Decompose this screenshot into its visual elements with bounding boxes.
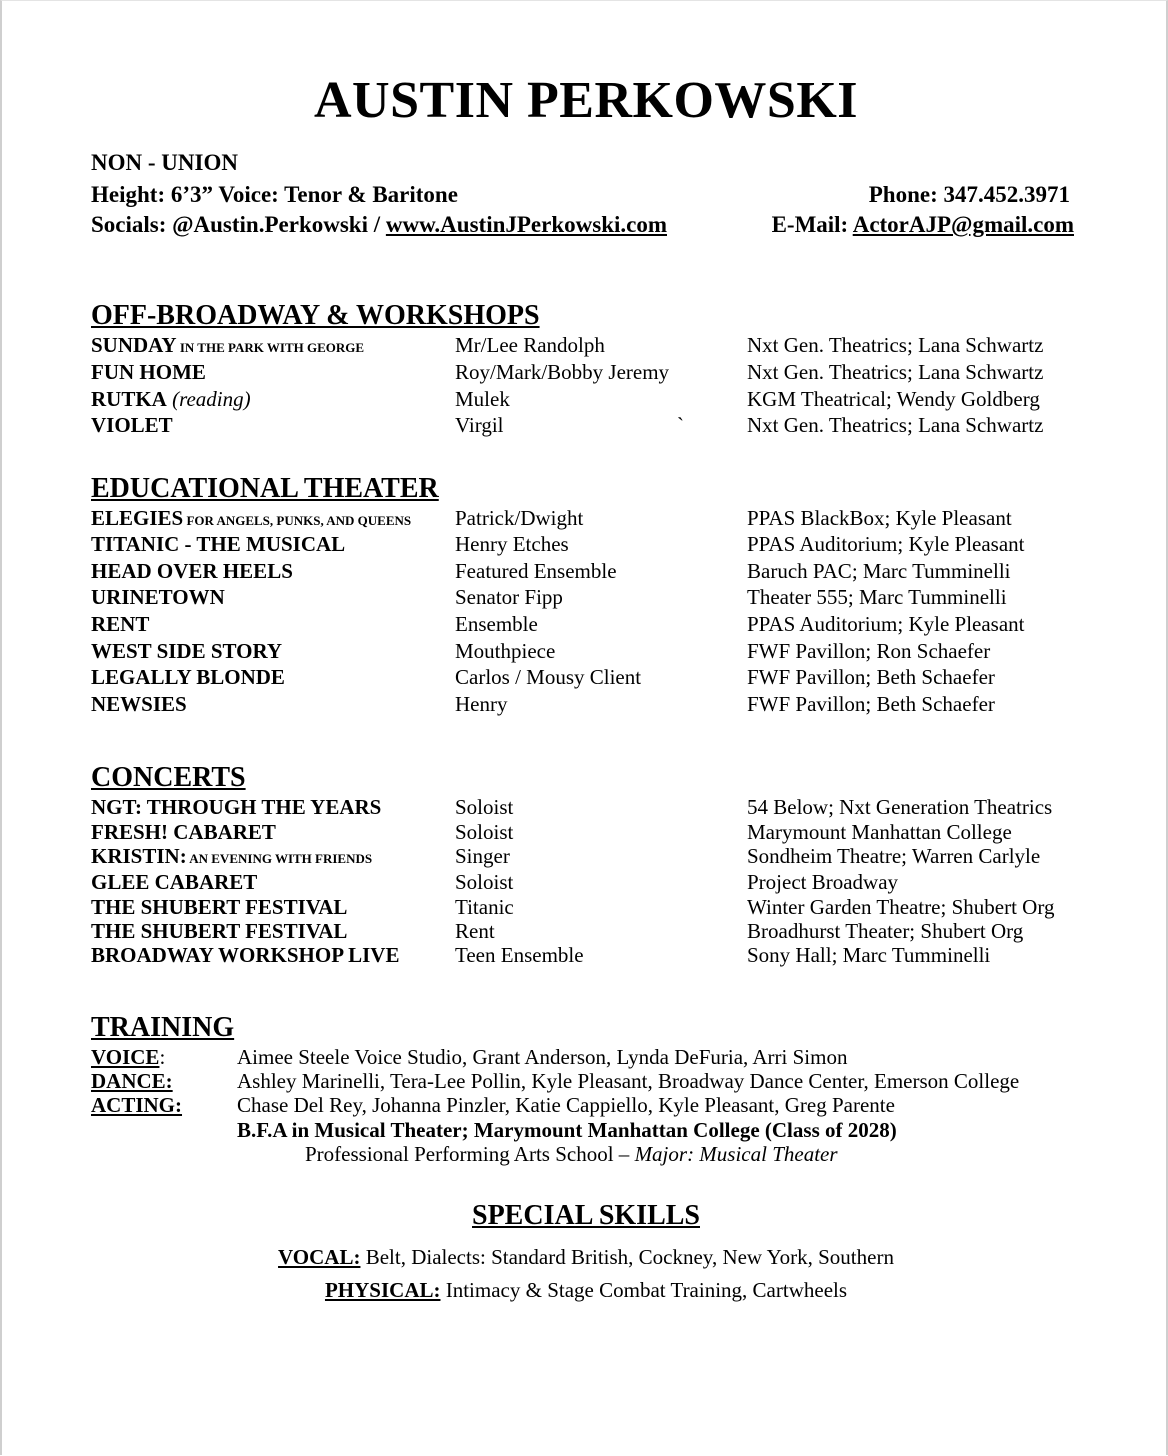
role: Henry [455,692,508,716]
role: Virgil [455,413,504,437]
role: Roy/Mark/Bobby Jeremy [455,360,670,384]
training-voice: Aimee Steele Voice Studio, Grant Anderson, Lynda DeFuria, Arri Simon [237,1045,848,1069]
role: Featured Ensemble [455,559,617,583]
skills-physical-label: PHYSICAL: [324,1278,441,1302]
credit-row [2,638,1168,664]
venue: Marymount Manhattan College [747,820,1012,844]
credit-row [2,558,1168,584]
union-status: NON - UNION [91,150,238,175]
venue: FWF Pavillon; Beth Schaefer [747,692,995,716]
show-name: HEAD OVER HEELS [91,559,293,583]
show-name: BROADWAY WORKSHOP LIVE [91,943,400,967]
stray-mark: ` [677,413,684,437]
venue: Sony Hall; Marc Tumminelli [747,943,991,967]
training-row [2,1092,1168,1118]
role: Soloist [455,795,514,819]
training-row [2,1117,1168,1143]
socials-label: Socials: @Austin.Perkowski / [91,212,386,237]
section-concerts-title: CONCERTS [91,762,246,793]
show-name: NEWSIES [91,692,187,716]
role: Carlos / Mousy Client [455,665,642,689]
venue: Project Broadway [747,870,899,894]
show-name: RENT [91,612,150,636]
credit-row [2,918,1168,944]
show-name: FUN HOME [91,360,206,384]
credit-row [2,691,1168,717]
skills-physical: PHYSICAL: Intimacy & Stage Combat Training, Cartwheels [324,1278,848,1302]
role: Singer [455,844,510,868]
email-link[interactable]: ActorAJP@gmail.com [852,212,1074,237]
venue: 54 Below; Nxt Generation Theatrics [747,795,1053,819]
show-name: KRISTIN: AN EVENING WITH FRIENDS [91,844,373,868]
training-voice-label: VOICE: [91,1045,166,1069]
email-line [772,211,1074,239]
phone: Phone: 347.452.3971 [868,182,1070,207]
venue: Winter Garden Theatre; Shubert Org [747,895,1055,919]
credit-row [2,869,1168,895]
credit-row [2,942,1168,968]
credit-row [2,894,1168,920]
show-name: LEGALLY BLONDE [91,665,285,689]
show-name: FRESH! CABARET [91,820,276,844]
credit-row [2,332,1168,358]
training-acting-label: ACTING: [91,1093,183,1117]
show-name: GLEE CABARET [91,870,258,894]
credit-row [2,531,1168,557]
training-dance-label: DANCE: [91,1069,173,1093]
section-training-title: TRAINING [91,1012,235,1043]
credit-row [2,584,1168,610]
training-row [2,1044,1168,1070]
role: Soloist [455,870,514,894]
venue: Theater 555; Marc Tumminelli [747,585,1007,609]
training-row [2,1141,1168,1167]
show-name: TITANIC - THE MUSICAL [91,532,346,556]
socials-line [91,211,667,239]
venue: Broadhurst Theater; Shubert Org [747,919,1024,943]
email-label: E-Mail: [771,212,853,237]
role: Mouthpiece [455,639,556,663]
role: Mulek [455,387,510,411]
role: Senator Fipp [455,585,563,609]
height-voice: Height: 6’3” Voice: Tenor & Baritone [91,182,458,207]
role: Henry Etches [455,532,569,556]
skills-vocal-label: VOCAL: [278,1245,361,1269]
venue: FWF Pavillon; Beth Schaefer [747,665,995,689]
venue: Nxt Gen. Theatrics; Lana Schwartz [747,333,1044,357]
credit-row [2,386,1168,412]
venue: Nxt Gen. Theatrics; Lana Schwartz [747,413,1044,437]
training-row [2,1068,1168,1094]
venue: Sondheim Theatre; Warren Carlyle [747,844,1041,868]
show-name: VIOLET [91,413,173,437]
credit-row [2,505,1168,531]
venue: PPAS BlackBox; Kyle Pleasant [747,506,1012,530]
venue: PPAS Auditorium; Kyle Pleasant [747,532,1025,556]
role: Mr/Lee Randolph [455,333,605,357]
high-school: Professional Performing Arts School – Major: Musical Theater [305,1142,838,1166]
venue: KGM Theatrical; Wendy Goldberg [747,387,1040,411]
section-skills-title: SPECIAL SKILLS [472,1200,700,1231]
show-name: THE SHUBERT FESTIVAL [91,895,348,919]
venue: Nxt Gen. Theatrics; Lana Schwartz [747,360,1044,384]
credit-row [2,412,1168,438]
show-name: NGT: THROUGH THE YEARS [91,795,382,819]
section-educational-title: EDUCATIONAL THEATER [91,473,439,504]
show-name: SUNDAY IN THE PARK WITH GEORGE [91,333,365,357]
role: Ensemble [455,612,538,636]
training-acting: Chase Del Rey, Johanna Pinzler, Katie Cappiello, Kyle Pleasant, Greg Parente [237,1093,895,1117]
skills-vocal: VOCAL: Belt, Dialects: Standard British, Cockney, New York, Southern [278,1245,894,1269]
credit-row [2,664,1168,690]
credit-row [2,843,1168,869]
role: Titanic [455,895,514,919]
degree: B.F.A in Musical Theater; Marymount Manhattan College (Class of 2028) [237,1118,897,1142]
venue: FWF Pavillon; Ron Schaefer [747,639,991,663]
show-name: ELEGIES FOR ANGELS, PUNKS, AND QUEENS [91,506,412,530]
resume-name: AUSTIN PERKOWSKI [314,72,858,129]
credit-row [2,359,1168,385]
website-link[interactable]: www.AustinJPerkowski.com [385,212,667,237]
role: Soloist [455,820,514,844]
venue: Baruch PAC; Marc Tumminelli [747,559,1011,583]
show-name: WEST SIDE STORY [91,639,283,663]
show-name: RUTKA (reading) [91,387,251,411]
role: Rent [455,919,495,943]
section-off-broadway-title: OFF-BROADWAY & WORKSHOPS [91,300,540,331]
credit-row [2,794,1168,820]
training-dance: Ashley Marinelli, Tera-Lee Pollin, Kyle Pleasant, Broadway Dance Center, Emerson College [237,1069,1020,1093]
role: Teen Ensemble [455,943,584,967]
role: Patrick/Dwight [455,506,584,530]
credit-row [2,611,1168,637]
credit-row [2,819,1168,845]
venue: PPAS Auditorium; Kyle Pleasant [747,612,1025,636]
show-name: URINETOWN [91,585,225,609]
show-name: THE SHUBERT FESTIVAL [91,919,348,943]
